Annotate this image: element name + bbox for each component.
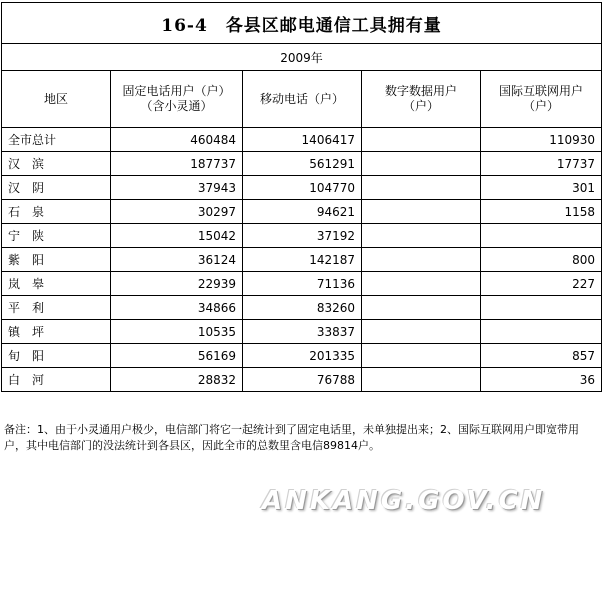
mobile-phone-cell: 33837 [243, 320, 362, 344]
mobile-phone-cell: 1406417 [243, 128, 362, 152]
mobile-phone-cell: 104770 [243, 176, 362, 200]
internet-cell [481, 224, 602, 248]
internet-cell [481, 296, 602, 320]
digital-data-cell [362, 200, 481, 224]
digital-data-cell [362, 296, 481, 320]
column-header-region-line1: 地区 [43, 91, 68, 106]
internet-cell: 110930 [481, 128, 602, 152]
table-row [2, 272, 602, 296]
fixed-phone-cell: 56169 [111, 344, 243, 368]
table-row [2, 296, 602, 320]
region-cell: 旬 阳 [2, 344, 111, 368]
column-header-digital-data [362, 71, 481, 128]
table-row [2, 248, 602, 272]
mobile-phone-cell: 201335 [243, 344, 362, 368]
digital-data-cell [362, 368, 481, 392]
digital-data-cell [362, 176, 481, 200]
column-header-internet-line2: （户） [523, 99, 560, 113]
mobile-phone-cell: 76788 [243, 368, 362, 392]
table-title: 16-4 各县区邮电通信工具拥有量 [2, 3, 602, 44]
mobile-phone-cell: 561291 [243, 152, 362, 176]
table-row [2, 200, 602, 224]
mobile-phone-cell: 94621 [243, 200, 362, 224]
column-header-digital-data-line2: （户） [402, 99, 439, 113]
fixed-phone-cell: 37943 [111, 176, 243, 200]
digital-data-cell [362, 128, 481, 152]
region-cell: 岚 皋 [2, 272, 111, 296]
table-row [2, 320, 602, 344]
mobile-phone-cell: 71136 [243, 272, 362, 296]
column-header-internet-line1: 国际互联网用户 [499, 84, 584, 98]
internet-cell: 1158 [481, 200, 602, 224]
fixed-phone-cell: 10535 [111, 320, 243, 344]
digital-data-cell [362, 248, 481, 272]
table-row [2, 224, 602, 248]
fixed-phone-cell: 34866 [111, 296, 243, 320]
digital-data-cell [362, 320, 481, 344]
statistics-table [1, 2, 602, 392]
fixed-phone-cell: 15042 [111, 224, 243, 248]
watermark-text: ANKANG.GOV.CN [262, 486, 546, 516]
title-row [2, 3, 602, 44]
digital-data-cell [362, 224, 481, 248]
region-cell: 紫 阳 [2, 248, 111, 272]
column-header-digital-data-line1: 数字数据用户 [384, 84, 457, 98]
table-row [2, 128, 602, 152]
footnote: 备注：1、由于小灵通用户极少，电信部门将它一起统计到了固定电话里，未单独提出来；2、国际互联网用户即宽带用户，其中电信部门的没法统计到各县区，因此全市的总数里含电信89814户。 [4, 423, 579, 452]
region-cell: 全市总计 [2, 128, 111, 152]
digital-data-cell [362, 152, 481, 176]
region-cell: 镇 坪 [2, 320, 111, 344]
table-row [2, 368, 602, 392]
digital-data-cell [362, 272, 481, 296]
region-cell: 石 泉 [2, 200, 111, 224]
internet-cell: 800 [481, 248, 602, 272]
digital-data-cell [362, 344, 481, 368]
region-cell: 平 利 [2, 296, 111, 320]
column-header-fixed-phone-line1: 固定电话用户（户） [122, 84, 231, 98]
region-cell: 汉 阴 [2, 176, 111, 200]
fixed-phone-cell: 460484 [111, 128, 243, 152]
internet-cell: 17737 [481, 152, 602, 176]
internet-cell: 36 [481, 368, 602, 392]
table-row [2, 344, 602, 368]
mobile-phone-cell: 83260 [243, 296, 362, 320]
column-header-fixed-phone [111, 71, 243, 128]
region-cell: 白 河 [2, 368, 111, 392]
fixed-phone-cell: 22939 [111, 272, 243, 296]
region-cell: 汉 滨 [2, 152, 111, 176]
column-header-internet [481, 71, 602, 128]
internet-cell: 301 [481, 176, 602, 200]
table-row [2, 176, 602, 200]
fixed-phone-cell: 30297 [111, 200, 243, 224]
fixed-phone-cell: 36124 [111, 248, 243, 272]
mobile-phone-cell: 37192 [243, 224, 362, 248]
header-row [2, 71, 602, 128]
column-header-region [2, 71, 111, 128]
column-header-fixed-phone-line2: （含小灵通） [140, 99, 213, 113]
internet-cell: 227 [481, 272, 602, 296]
column-header-mobile-phone [243, 71, 362, 128]
region-cell: 宁 陕 [2, 224, 111, 248]
table-row [2, 152, 602, 176]
internet-cell: 857 [481, 344, 602, 368]
mobile-phone-cell: 142187 [243, 248, 362, 272]
fixed-phone-cell: 28832 [111, 368, 243, 392]
internet-cell [481, 320, 602, 344]
table-year: 2009年 [2, 44, 602, 71]
year-row [2, 44, 602, 71]
column-header-mobile-phone-line1: 移动电话（户） [259, 91, 344, 106]
fixed-phone-cell: 187737 [111, 152, 243, 176]
